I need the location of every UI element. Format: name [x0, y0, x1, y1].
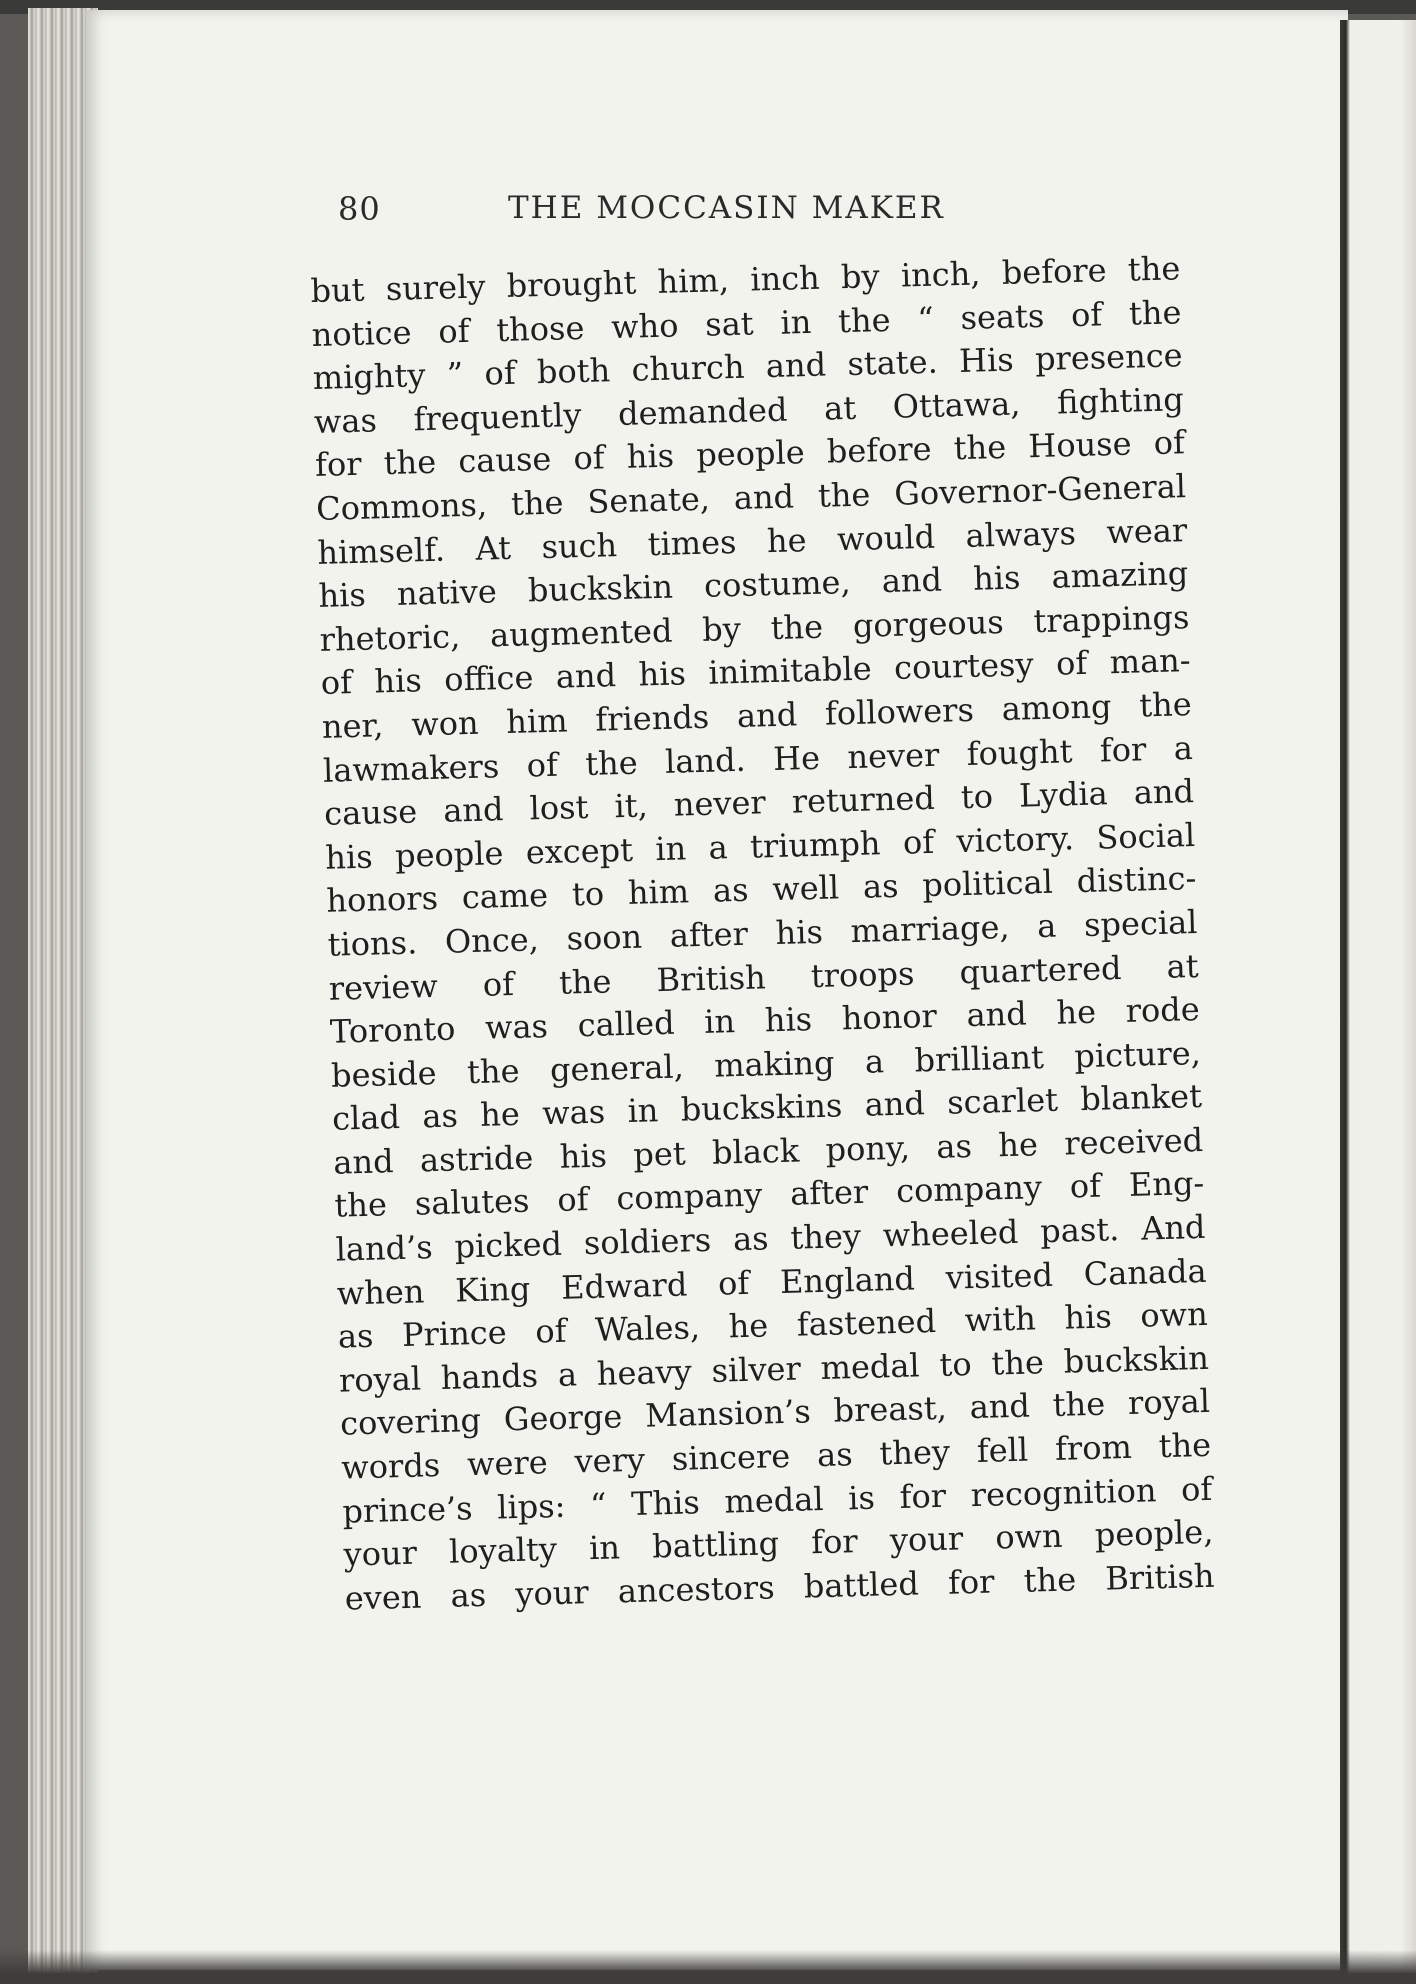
- facing-page-edge: [1340, 20, 1416, 1980]
- text-line: his people except in a triumph of victory. Social: [324, 815, 1196, 877]
- text-line: notice of those who sat in the “ seats of the: [311, 292, 1182, 354]
- text-line: cause and lost it, never returned to Lydia and: [323, 772, 1195, 833]
- text-line: Commons, the Senate, and the Governor-General: [315, 467, 1187, 528]
- text-line: prince’s lips: “ This medal is for recognition of: [342, 1469, 1213, 1531]
- text-line: even as your ancestors battled for the British: [344, 1556, 1215, 1618]
- text-line: clad as he was in buckskins and scarlet blanket: [331, 1077, 1203, 1138]
- running-title: THE MOCCASIN MAKER: [508, 190, 945, 226]
- text-line: was frequently demanded at Ottawa, fighting: [313, 379, 1185, 441]
- text-line: but surely brought him, inch by inch, before the: [310, 249, 1181, 310]
- text-line: for the cause of his people before the House of: [314, 423, 1186, 485]
- scanner-bottom-border: [0, 1950, 1416, 1984]
- text-line: of his office and his inimitable courtesy of man-: [320, 641, 1192, 703]
- text-line: your loyalty in battling for your own people,: [343, 1513, 1214, 1574]
- text-line: lawmakers of the land. He never fought for a: [322, 728, 1194, 790]
- text-line: as Prince of Wales, he fastened with his own: [337, 1295, 1209, 1356]
- text-line: mighty ” of both church and state. His presence: [312, 336, 1184, 398]
- text-line: when King Edward of England visited Canada: [336, 1251, 1207, 1313]
- text-line: the salutes of company after company of Eng-: [334, 1164, 1205, 1226]
- page-number: 80: [338, 190, 381, 228]
- text-line: Toronto was called in his honor and he rode: [329, 990, 1201, 1051]
- text-line: land’s picked soldiers as they wheeled past. And: [335, 1207, 1206, 1269]
- text-line: covering George Mansion’s breast, and the royal: [339, 1382, 1211, 1444]
- text-line: tions. Once, soon after his marriage, a special: [327, 902, 1198, 964]
- text-line: words were very sincere as they fell from the: [340, 1425, 1212, 1487]
- text-line: and astride his pet black pony, as he received: [332, 1120, 1204, 1182]
- text-line: rhetoric, augmented by the gorgeous trappings: [319, 597, 1190, 659]
- body-text: [310, 247, 1215, 1621]
- text-line: royal hands a heavy silver medal to the buckskin: [338, 1338, 1210, 1400]
- text-line: beside the general, making a brilliant picture,: [330, 1033, 1202, 1095]
- text-line: review of the British troops quartered at: [328, 946, 1200, 1008]
- text-line: his native buckskin costume, and his amazing: [318, 554, 1189, 616]
- running-header: [338, 190, 1038, 240]
- text-line: himself. At such times he would always wear: [316, 510, 1188, 572]
- text-line: honors came to him as well as political distinc-: [326, 859, 1197, 921]
- text-line: ner, won him friends and followers among the: [321, 685, 1193, 746]
